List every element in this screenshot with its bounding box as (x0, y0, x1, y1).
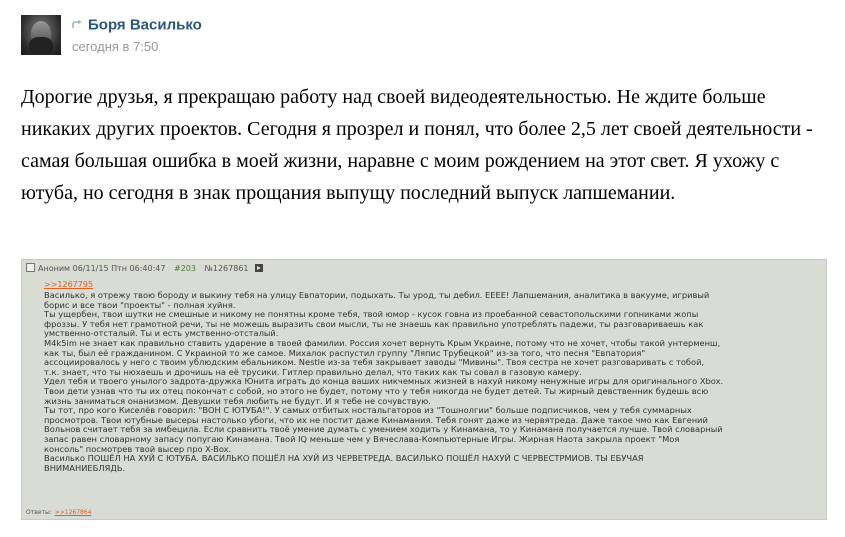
replies-label: Ответы: (26, 509, 52, 516)
body-line: ассоциировалось у него с твоим ублюдским ебальником. Nestle из-за тебя закрывает заводы "Мивины". Твоя сестра не хочет разговаривать с тобой, (44, 357, 705, 368)
post-menu-arrow-icon (255, 264, 263, 272)
body-line: запас равен словарному запасу попугаю Кинамана. Твой IQ меньше чем у Вячеслава-Компьютерные Игры. Жирная Наота закрыла проект "Моя (44, 433, 680, 444)
body-line: борис и все твои "проекты" - полная хуйня. (44, 299, 236, 310)
post-text: Дорогие друзья, я прекращаю работу над своей видеодеятельностью. Не ждите больше никаких других проектов. Сегодня я прозрел и понял, что более 2,5 лет своей деятельности - самая большая ошибка в моей жизни, наравне с моим рождением на этот свет. Я ухожу с ютуба, но сегодня в знак прощания выпущу последний выпуск лапшемании. (21, 86, 813, 204)
body-line: Ты тот, про кого Киселёв говорил: "ВОН С ЮТУБА!". У самых отбитых ностальгаторов из "Тошнолгии" больше подписчиков, чем у тебя суммарных (44, 405, 692, 416)
body-line: M4k5im не знает как правильно ставить ударение в твоей фамилии. Россия хочет вернуть Крым Украине, потому что не хочет, чтобы такой унтерменш, (44, 337, 721, 348)
body-line: жизнь заниматься онанизмом. Девушки тебя любить не будут. И я тебе не сочувствую. (44, 395, 431, 406)
post-datetime: 06/11/15 Птн 06:40:47 (72, 264, 166, 273)
body-line: Василько ПОШЁЛ НА ХУЙ С ЮТУБА. ВАСИЛЬКО ПОШЁЛ НА ХУЙ ИЗ ЧЕРВЕТРЕДА. ВАСИЛЬКО ПОШЁЛ НАХУЙ С ЧЕРВЕСТРМИОВ. ТЫ ЕБУЧАЯ (44, 453, 644, 464)
body-line: Твои дети узнав что ты их отец покончат с собой, но этого не будет, потому что у тебя никогда не будет детей. Ты жирный девственник будешь всю (44, 385, 709, 396)
body-line: Ты ущербен, твои шутки не смешные и никому не понятны кроме тебя, твой юмор - кусок говна из проебанной севастопольскими гопниками жопы (44, 309, 699, 320)
body-line: Вольнов считает тебя за имбецила. Если сравнить твоё умение думать с умением ходить у Кинамана, то у Кинамана получается лучше. Твой словарный (44, 424, 723, 435)
reply-link: >>1267795 (44, 280, 94, 289)
body-line: т.к. знает, что ты нюхаешь и дрочишь на её трусики. Гитлер правильно делал, что таких как ты совал в газовую камеру. (44, 366, 582, 377)
repost-arrow-icon (72, 16, 83, 34)
body-line: просмотров. Твои ютубные высеры настолько убоги, что их не постит даже Кинамания. Тебя гонят даже из червятреда. Даже такое чмо как Евгений (44, 414, 708, 425)
post-number: №1267861 (204, 264, 249, 273)
imageboard-post-body (44, 291, 819, 473)
select-checkbox (26, 263, 35, 272)
author-avatar[interactable] (21, 15, 61, 55)
author-name-link[interactable]: Боря Василько (88, 16, 202, 34)
author-line (72, 16, 202, 34)
replies-footer (26, 509, 91, 516)
body-line: ВНИМАНИЕБЛЯДЬ. (44, 462, 126, 473)
imageboard-post-header (26, 263, 263, 273)
body-line: умственно-отсталый. Ты и есть умственно-отсталый. (44, 328, 279, 339)
body-line: Удел тебя и твоего унылого задрота-дружка Юнита играть до конца ваших никчемных жизней в нахуй никому ненужные игры для оригинального Xbox. (44, 376, 724, 387)
replies-link: >>1267864 (54, 509, 92, 516)
poster-name: Аноним (38, 264, 71, 273)
body-line: фроззы. У тебя нет грамотной речи, ты не можешь выразить свои мысли, ты не знаешь как правильно употреблять падежи, ты разговариваешь как (44, 318, 704, 329)
body-line: как ты, был её гражданином. С Украиной то же самое. Михалок распустил группу "Ляпис Трубецкой" из-за того, что песня "Евпатория" (44, 347, 646, 358)
avatar-beard (29, 37, 53, 55)
body-line: консоль" посмотрев твой высер про X-Box. (44, 443, 232, 454)
attached-screenshot[interactable] (21, 259, 827, 520)
post-index: #203 (174, 264, 196, 273)
post-timestamp[interactable]: сегодня в 7:50 (72, 39, 159, 54)
body-line: Василько, я отрежу твою бороду и выкину тебя на улицу Евпатории, подыхать. Ты урод, ты дебил. ЕЕЕЕ! Лапшемания, аналитика в вакууме, игривый (44, 290, 710, 300)
